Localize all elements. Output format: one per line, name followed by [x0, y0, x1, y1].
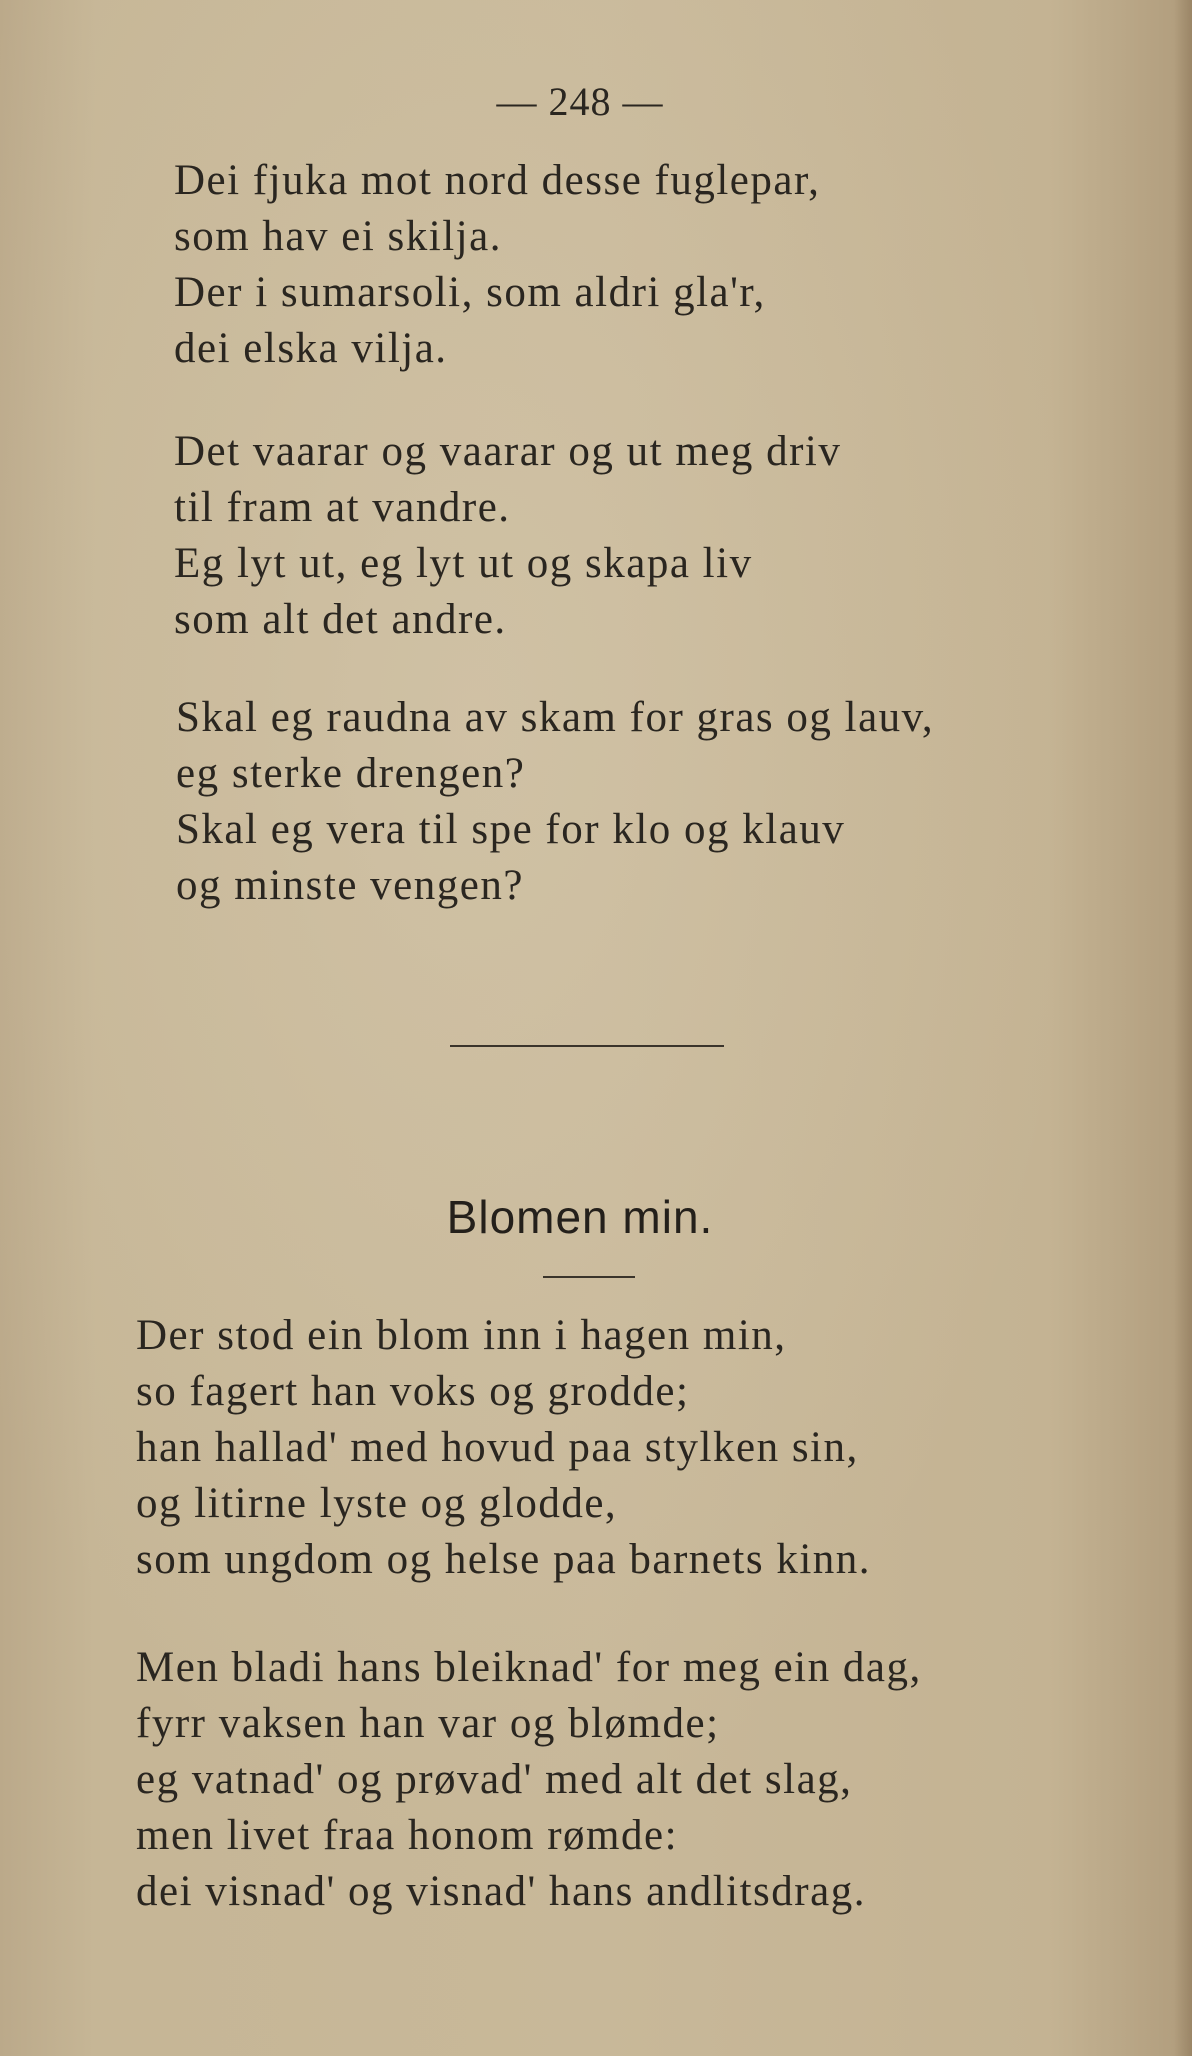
- verse-line: men livet fraa honom rømde:: [136, 1812, 679, 1859]
- poem2-stanza-1: [136, 1308, 871, 1588]
- page-edge-shadow: [1174, 0, 1192, 2056]
- verse-line: som ungdom og helse paa barnets kinn.: [136, 1536, 872, 1583]
- verse-line: so fagert han voks og grodde;: [136, 1368, 690, 1415]
- verse-line: eg vatnad' og prøvad' med alt det slag,: [136, 1756, 853, 1803]
- section-divider-rule: [450, 1045, 724, 1047]
- verse-line: han hallad' med hovud paa stylken sin,: [136, 1424, 859, 1471]
- verse-line: Det vaarar og vaarar og ut meg driv: [174, 428, 842, 475]
- verse-line: Eg lyt ut, eg lyt ut og skapa liv: [174, 540, 753, 587]
- verse-line: eg sterke drengen?: [176, 750, 526, 797]
- verse-line: og minste vengen?: [176, 862, 524, 909]
- verse-line: Skal eg raudna av skam for gras og lauv,: [176, 694, 935, 741]
- verse-line: dei visnad' og visnad' hans andlitsdrag.: [136, 1868, 866, 1915]
- poem1-stanza-3: [176, 690, 934, 914]
- title-underline-rule: [543, 1276, 635, 1278]
- verse-line: som hav ei skilja.: [174, 213, 502, 260]
- verse-line: Der i sumarsoli, som aldri gla'r,: [174, 269, 766, 316]
- verse-line: som alt det andre.: [174, 596, 507, 643]
- verse-line: fyrr vaksen han var og blømde;: [136, 1700, 720, 1747]
- verse-line: Dei fjuka mot nord desse fuglepar,: [174, 157, 821, 204]
- poem-title: Blomen min.: [446, 1191, 714, 1243]
- poem2-stanza-2: [136, 1640, 922, 1920]
- poem1-stanza-2: [174, 424, 841, 648]
- verse-line: Skal eg vera til spe for klo og klauv: [176, 806, 846, 853]
- verse-line: Der stod ein blom inn i hagen min,: [136, 1312, 787, 1359]
- verse-line: til fram at vandre.: [174, 484, 511, 531]
- poem1-stanza-1: [174, 153, 820, 377]
- verse-line: Men bladi hans bleiknad' for meg ein dag,: [136, 1644, 922, 1691]
- verse-line: og litirne lyste og glodde,: [136, 1480, 618, 1527]
- page-number: — 248 —: [496, 79, 664, 124]
- verse-line: dei elska vilja.: [174, 325, 448, 372]
